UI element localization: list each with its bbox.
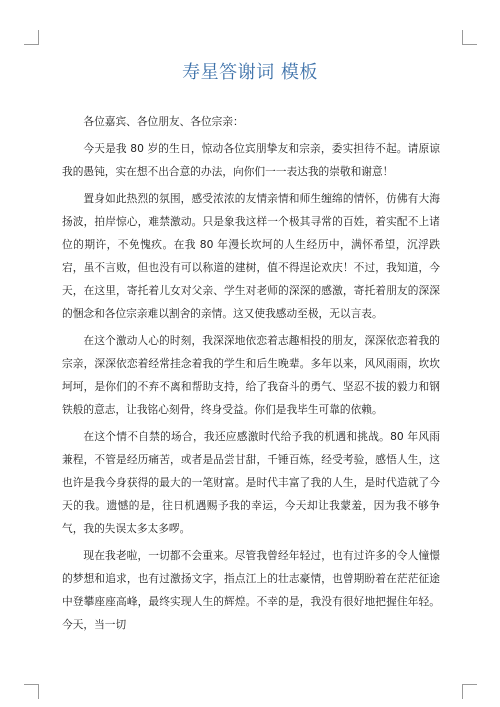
crop-mark-bottom-right <box>462 684 477 699</box>
crop-mark-top-right <box>462 30 477 45</box>
crop-mark-top-left <box>24 30 39 45</box>
paragraph-2: 置身如此热烈的氛围，感受浓浓的友情亲情和师生缠绵的情怀，仿佛有大海扬波，拍岸惊心，难禁激动。只是象我这样一个极其寻常的百姓，着实配不上诸位的期许，不免愧疚。在我 80 年漫长坎坷的人生经历中，满怀希望，沉浮跌宕，虽不言败，但也没有可以称道的建树，值不得逞论欢庆！不过，我知道，今天，在这里，寄托着儿女对父亲、学生对老师的深深的感激，寄托着朋友的深深的悃念和各位宗亲难以割舍的亲情。这又使我感动至极，无以言表。 <box>62 192 440 320</box>
paragraph-3: 在这个激动人心的时刻，我深深地依恋着志趣相投的朋友，深深依恋着我的宗亲，深深依恋着经常挂念着我的学生和后生晚辈。多年以来，风风雨雨，坎坎坷坷，是你们的不弃不离和帮助支持，给了我奋斗的勇气、坚忍不拔的毅力和钢铁般的意志，让我铭心刻骨，终身受益。你们是我毕生可靠的依赖。 <box>62 334 440 416</box>
paragraph-4: 在这个情不自禁的场合，我还应感激时代给予我的机遇和挑战。80 年风雨兼程，不管是经历痛苦，或者是品尝甘甜，千锤百炼，经受考验，感悟人生，这也许是我今身获得的最大的一笔财富。是时代丰富了我的人生，是时代造就了今天的我。遗憾的是，往日机遇赐予我的幸运，今天却让我蒙羞，因为我不够争气，我的失误太多太多啰。 <box>62 430 440 535</box>
salutation: 各位嘉宾、各位朋友、各位宗亲： <box>83 115 244 128</box>
document-title: 寿星答谢词 模板 <box>182 62 318 83</box>
paragraph-5: 现在我老啦，一切都不会重来。尽管我曾经年轻过，也有过许多的令人憧憬的梦想和追求，也有过激扬文字，指点江上的壮志豪情，也曾期盼着在茫茫征途中登攀座座高峰，最终实现人生的辉煌。不幸的是，我没有很好地把握住年轻。今天，当一切 <box>62 549 440 631</box>
paragraph-1: 今天是我 80 岁的生日，惊动各位宾朋挚友和宗亲，委实担待不起。请原谅我的愚钝，实在想不出合意的办法，向你们一一表达我的崇敬和谢意！ <box>62 142 440 178</box>
document-body <box>62 110 440 640</box>
crop-mark-bottom-left <box>24 684 39 699</box>
